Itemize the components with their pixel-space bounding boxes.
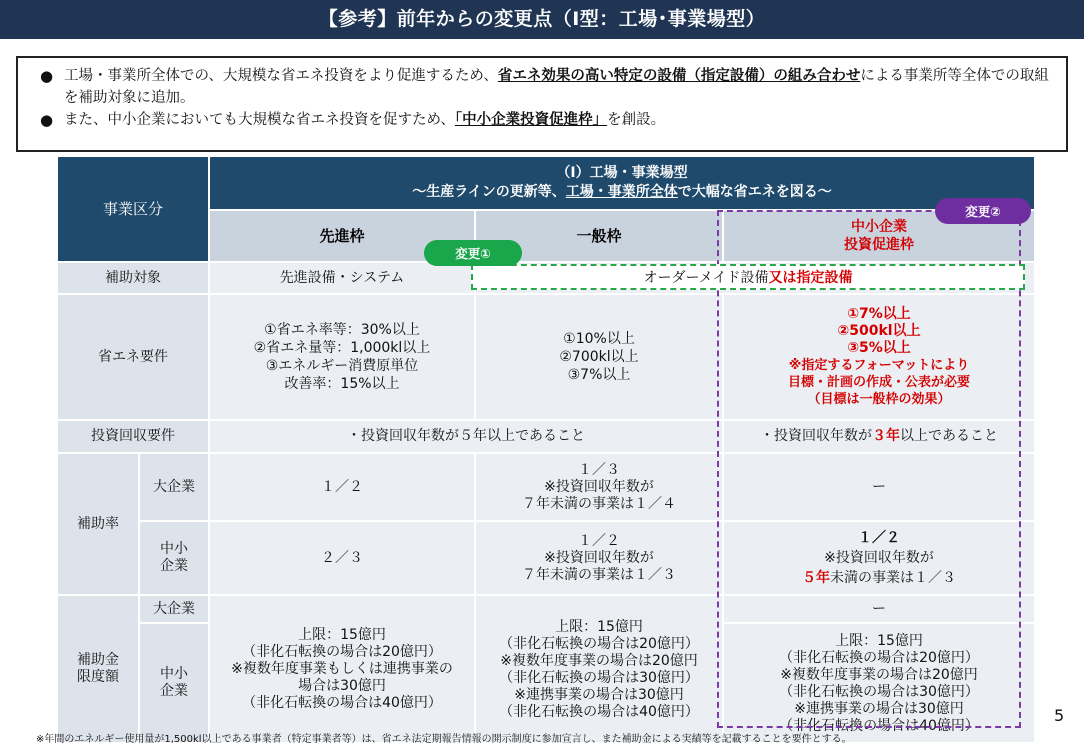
summary-bullet-2: ● また、中小企業においても大規模な省エネ投資を促すため、「中小企業投資促進枠」を創設。: [40, 111, 666, 129]
target-order-made: オーダーメイド設備 又は指定設備: [471, 264, 1025, 290]
label-sme-rate: 中小 企業: [140, 522, 208, 594]
energy-general: ①10%以上 ②700kl以上 ③7%以上: [476, 295, 722, 419]
limit-advanced: 上限：15億円 （非化石転換の場合は20億円） ※複数年度事業もしくは連携事業の 場合は30億円 （非化石転換の場合は40億円）: [210, 596, 474, 742]
row-label-energy: 省エネ要件: [58, 295, 208, 419]
limit-sme-sme: 上限：15億円 （非化石転換の場合は20億円） ※複数年度事業の場合は20億円 （非化石転換の場合は30億円） ※連携事業の場合は30億円 （非化石転換の場合は40億円）: [724, 624, 1034, 742]
page-number: 5: [1054, 706, 1065, 725]
rate-sme-sme: １／２ ※投資回収年数が ５年未満の事業は１／３: [724, 522, 1034, 594]
change1-badge: 変更①: [424, 240, 522, 266]
energy-advanced: ①省エネ率等：30%以上 ②省エネ量等：1,000kl以上 ③エネルギー消費原単位 改善率：15%以上: [210, 295, 474, 419]
row-label-limit: 補助金 限度額: [58, 596, 138, 742]
rate-large-advanced: １／２: [210, 454, 474, 520]
summary-bullet-1: ● 工場・事業所全体での、大規模な省エネ投資をより促進するため、省エネ効果の高い特定の設備（指定設備）の組み合わせによる事業所等全体での取組を補助対象に追加。: [40, 67, 1049, 106]
rate-sme-advanced: ２／３: [210, 522, 474, 594]
bullet-icon: ●: [40, 111, 54, 129]
header-general: 一般枠: [476, 211, 722, 261]
header-category: 事業区分: [58, 157, 208, 261]
label-large-limit: 大企業: [140, 596, 208, 622]
energy-sme: ①7%以上 ②500kl以上 ③5%以上 ※指定するフォーマットにより 目標・計画の作成・公表が必要 （目標は一般枠の効果）: [724, 295, 1034, 419]
payback-main: ・投資回収年数が５年以上であること: [210, 421, 722, 452]
limit-large-sme: ー: [724, 596, 1034, 622]
rate-large-general: １／３ ※投資回収年数が ７年未満の事業は１／４: [476, 454, 722, 520]
change2-badge: 変更②: [935, 198, 1031, 224]
label-sme-limit: 中小 企業: [140, 624, 208, 742]
header-sme: 中小企業 投資促進枠: [724, 211, 1034, 261]
header-type: （Ⅰ）工場・事業場型 ～生産ラインの更新等、工場・事業所全体で大幅な省エネを図る～: [210, 157, 1034, 209]
payback-sme: ・投資回収年数が ３年 以上であること: [724, 421, 1034, 452]
footnote: ※年間のエネルギー使用量が1,500kl以上である事業者（特定事業者等）は、省エネ法定期報告情報の開示制度に参加宣言し、また補助金による実績等を記載することを要件とする。: [36, 734, 852, 745]
label-large-rate: 大企業: [140, 454, 208, 520]
page-title: 【参考】前年からの変更点（Ⅰ型：工場･事業場型）: [0, 0, 1084, 39]
row-label-payback: 投資回収要件: [58, 421, 208, 452]
summary-box: [16, 56, 1068, 152]
row-label-target: 補助対象: [58, 263, 208, 293]
bullet-icon: ●: [40, 67, 54, 85]
comparison-table: [58, 157, 1026, 734]
limit-general: 上限：15億円 （非化石転換の場合は20億円） ※複数年度事業の場合は20億円 （非化石転換の場合は30億円） ※連携事業の場合は30億円 （非化石転換の場合は40億円）: [476, 596, 722, 742]
rate-large-sme: ー: [724, 454, 1034, 520]
row-label-rate: 補助率: [58, 454, 138, 594]
rate-sme-general: １／２ ※投資回収年数が ７年未満の事業は１／３: [476, 522, 722, 594]
header-advanced: 先進枠: [210, 211, 474, 261]
target-advanced: 先進設備・システム: [210, 263, 474, 293]
